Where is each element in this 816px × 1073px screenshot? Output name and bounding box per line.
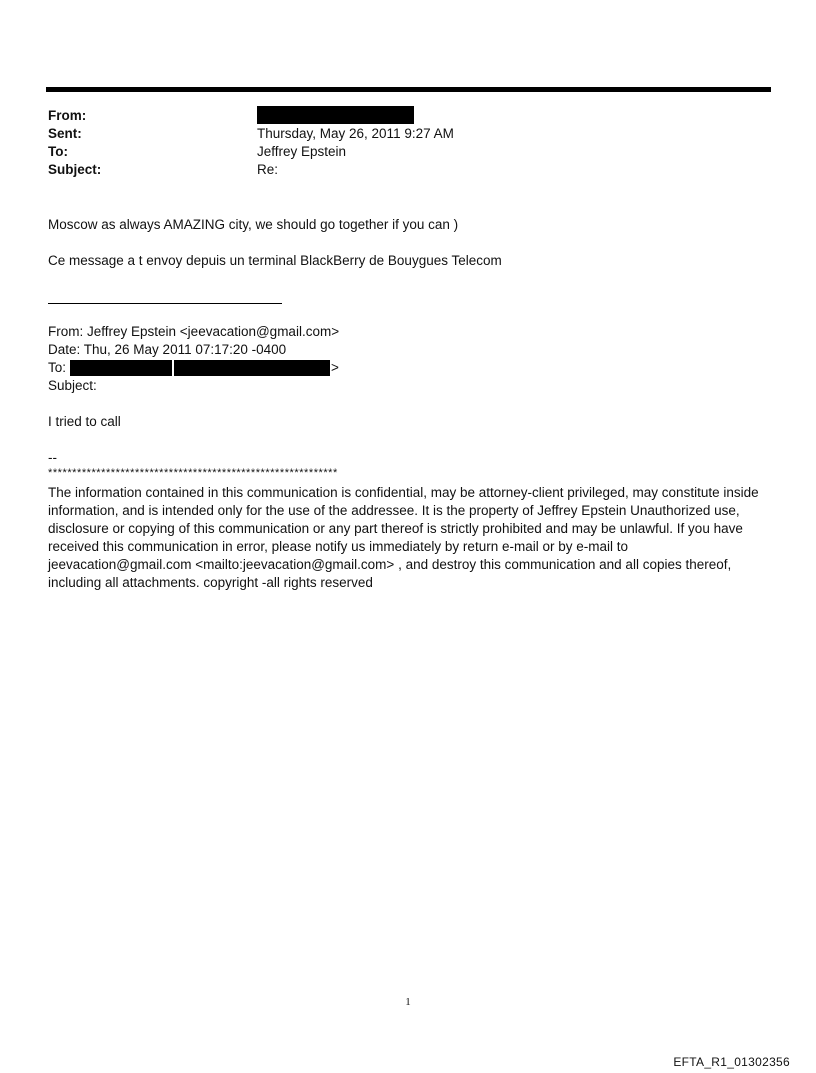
confidentiality-disclaimer: The information contained in this communication is confidential, may be attorney-client privileged, may constitute inside information, and is intended only for the use of the addressee. It is the property of Jeffrey Epstein Unauthorized use, disclosure or copying of this communication or any part thereof is strictly prohibited and may be unlawful. If you have received this communication in error, please notify us immediately by return e-mail or by e-mail to jeevacation@gmail.com <mailto:jeevacation@gmail.com> , and destroy this communication and all copies thereof, including all attachments. copyright -all rights reserved (48, 485, 759, 590)
quoted-subject: Subject: (48, 378, 97, 393)
subject-label: Subject: (48, 162, 102, 177)
top-divider (46, 87, 771, 92)
signature-dashes: -- (48, 450, 57, 465)
quoted-body: I tried to call (48, 414, 121, 429)
quoted-from: From: Jeffrey Epstein <jeevacation@gmail.com> (48, 324, 340, 339)
signature-stars: ************************************************************ (48, 467, 338, 479)
subject-value: Re: (257, 162, 279, 177)
quoted-to-redaction-2 (174, 360, 330, 376)
quoted-to-label: To: (48, 360, 67, 375)
to-value: Jeffrey Epstein (257, 144, 347, 159)
quoted-to-suffix: > (331, 360, 339, 375)
message-line-2: Ce message a t envoy depuis un terminal BlackBerry de Bouygues Telecom (48, 253, 502, 268)
quoted-to-redaction-1 (70, 360, 172, 376)
from-label: From: (48, 108, 87, 123)
document-id: EFTA_R1_01302356 (673, 1055, 790, 1069)
quote-separator (48, 303, 282, 304)
page-number: 1 (405, 996, 411, 1008)
from-redaction (257, 106, 414, 124)
sent-value: Thursday, May 26, 2011 9:27 AM (257, 126, 454, 141)
message-line-1: Moscow as always AMAZING city, we should go together if you can ) (48, 217, 459, 232)
quoted-date: Date: Thu, 26 May 2011 07:17:20 -0400 (48, 342, 287, 357)
sent-label: Sent: (48, 126, 82, 141)
to-label: To: (48, 144, 68, 159)
